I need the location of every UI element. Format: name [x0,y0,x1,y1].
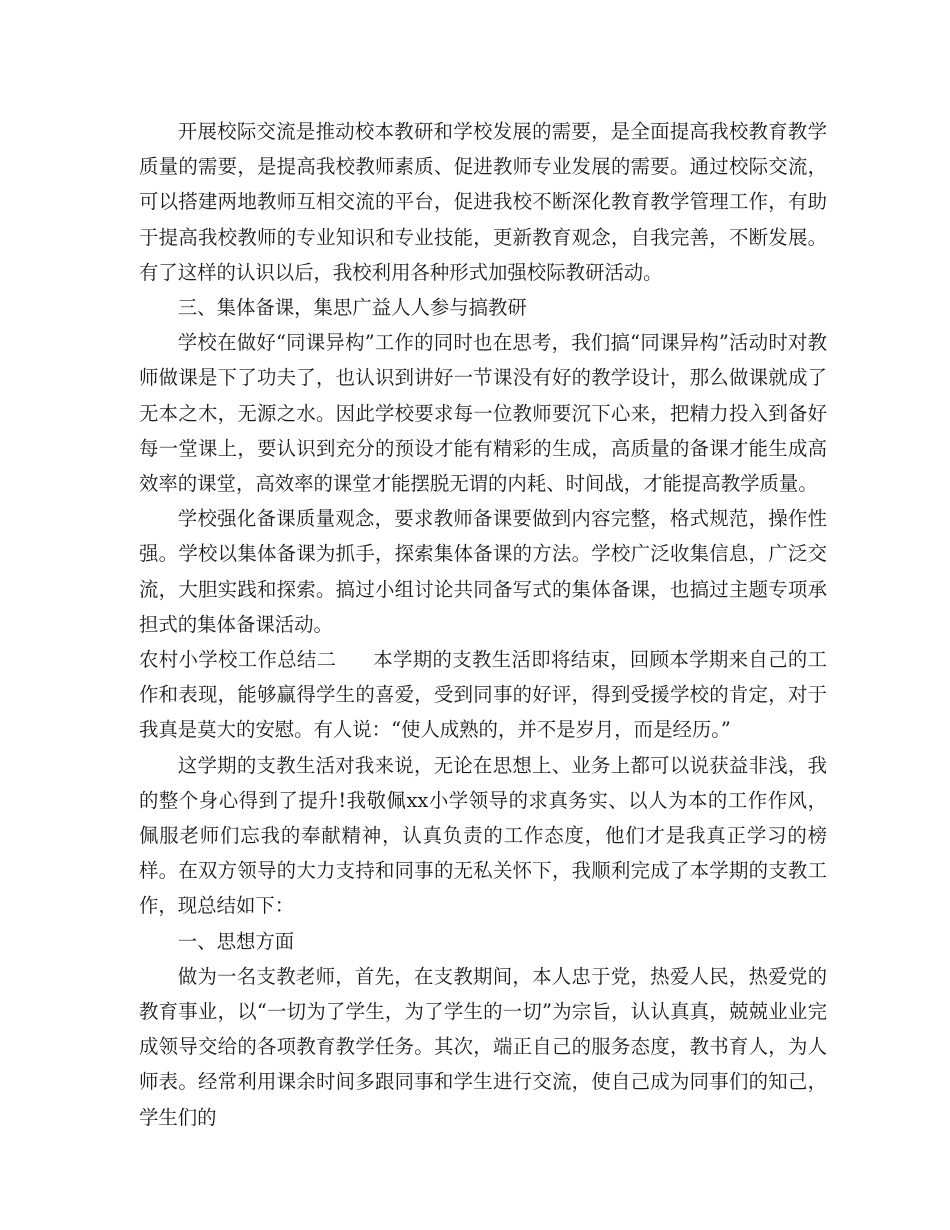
paragraph-summary-two-text: 本学期的支教生活即将结束，回顾本学期来自己的工作和表现，能够赢得学生的喜爱，受到同事的好评，得到受援学校的肯定，对于我真是莫大的安慰。有人说：“使人成熟的，并不是岁月，而是经历。” [139,648,827,742]
paragraph-same-lesson-different-design: 学校在做好“同课异构”工作的同时也在思考，我们搞“同课异构”活动时对教师做课是下了功夫了，也认识到讲好一节课没有好的教学设计，那么做课就成了无本之木，无源之水。因此学校要求每一位教师要沉下心来，把精力投入到备好每一堂课上，要认识到充分的预设才能有精彩的生成，高质量的备课才能生成高效率的课堂，高效率的课堂才能摆脱无谓的内耗、时间战，才能提高教学质量。 [139,331,827,496]
document-title: 农村小学校工作总结二 [139,648,337,672]
paragraph-summary-two-intro [139,642,827,748]
section-heading-ideology: 一、思想方面 [177,929,295,953]
paragraph-teaching-support-experience: 这学期的支教生活对我来说，无论在思想上、业务上都可以说获益非浅，我的整个身心得到了提升!我敬佩xx小学领导的求真务实、以人为本的工作作风，佩服老师们忘我的奉献精神，认真负责的工作态度，他们才是我真正学习的榜样。在双方领导的大力支持和同事的无私关怀下，我顺利完成了本学期的支教工作，现总结如下： [139,753,827,918]
section-heading-collective-lesson-prep: 三、集体备课，集思广益人人参与搞教研 [177,296,527,320]
paragraph-school-exchange: 开展校际交流是推动校本教研和学校发展的需要，是全面提高我校教育教学质量的需要，是提高我校教师素质、促进教师专业发展的需要。通过校际交流，可以搭建两地教师互相交流的平台，促进我校不断深化教育教学管理工作，有助于提高我校教师的专业知识和专业技能，更新教育观念，自我完善，不断发展。有了这样的认识以后，我校利用各种形式加强校际教研活动。 [139,120,827,284]
paragraph-lesson-prep-quality: 学校强化备课质量观念，要求教师备课要做到内容完整，格式规范，操作性强。学校以集体备课为抓手，探索集体备课的方法。学校广泛收集信息，广泛交流，大胆实践和探索。搞过小组讨论共同备写式的集体备课，也搞过主题专项承担式的集体备课活动。 [139,507,827,636]
paragraph-ideology-details: 做为一名支教老师，首先，在支教期间，本人忠于党，热爱人民，热爱党的教育事业，以“一切为了学生，为了学生的一切”为宗旨，认认真真，兢兢业业完成领导交给的各项教育教学任务。其次，端正自己的服务态度，教书育人，为人师表。经常利用课余时间多跟同事和学生进行交流，使自己成为同事们的知己，学生们的 [139,964,827,1129]
document-body [139,114,827,1135]
